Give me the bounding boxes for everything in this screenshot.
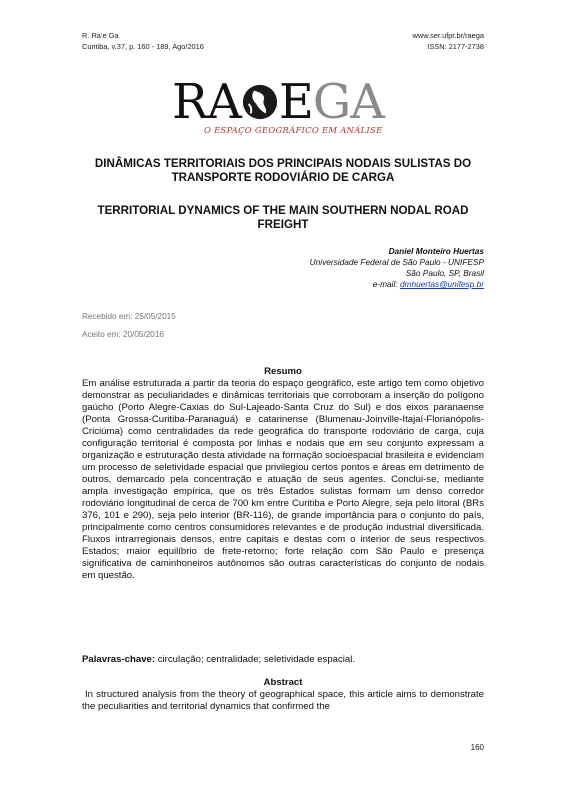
header-right	[413, 30, 484, 52]
logo-text-right: GA	[312, 74, 384, 130]
email-label: e-mail:	[372, 279, 398, 289]
citation: Curitiba, v.37, p. 160 - 189, Ago/2016	[82, 42, 204, 51]
author-institution: Universidade Federal de São Paulo - UNIFESP	[309, 257, 484, 267]
resumo-heading: Resumo	[264, 366, 302, 377]
logo-text-left: RA	[172, 74, 241, 130]
keywords	[82, 654, 484, 666]
journal-logo	[172, 74, 400, 140]
email-link[interactable]: dmhuertas@unifesp.br	[399, 279, 484, 289]
title-portuguese: DINÂMICAS TERRITORIAIS DOS PRINCIPAIS NODAIS SULISTAS DO TRANSPORTE RODOVIÁRIO DE CARGA	[94, 157, 472, 184]
abstract-heading: Abstract	[263, 677, 303, 688]
author-email-line	[373, 279, 484, 290]
logo-subtitle: O ESPAÇO GEOGRÁFICO EM ANÁLISE	[204, 125, 383, 135]
journal-url: www.ser.ufpr.br/raega	[412, 31, 484, 40]
logo-text-mid: E	[278, 74, 313, 130]
keywords-text: circulação; centralidade; seletividade espacial.	[155, 654, 356, 665]
abstract-text: In structured analysis from the theory of geographical space, this article aims to demonstrate the peculiarities and territorial dynamics that confirmed the	[82, 689, 484, 712]
journal-name: R. Ra’e Ga	[82, 31, 119, 40]
header-left	[82, 30, 204, 52]
issn: ISSN: 2177-2738	[427, 42, 484, 51]
resumo-text: Em análise estruturada a partir da teoria do espaço geográfico, este artigo tem como objetivo demonstrar as peculiaridades e dinâmicas territoriais que corroboram a inserção do polígono gaúcho (Porto Alegre-Caxias do Sul-Lajeado-Santa Cruz do Sul) e dos eixos paranaense (Ponta Grossa-Curitiba-Paranaguá) e catarinense (Blumenau-Joinville-Itajaí-Florianópolis-Criciúma) como centralidades da rede geográfica do transporte rodoviário de carga, cuja configuração territorial é composta por linhas e nodais que em seu conjunto expressam a organização e estruturação desta atividade na formação socioespacial brasileira e evidenciam um processo de seletividade espacial que privilegiou certos pontos e áreas em detrimento de outros, demarcado pela concentração e atuação de seus agentes. Conclui-se, mediante ampla investigação empírica, que os três Estados sulistas formam um denso corredor rodoviário longitudinal de cerca de 700 km entre Curitiba e Porto Alegre, seja pelo litoral (BRs 376, 101 e 290), seja pelo interior (BR-116), de grande importância para o conjunto do país, principalmente como centros consumidores relevantes e de produção industrial diversificada. Fluxos intrarregionais densos, entre capitais e destas com o interior de seus respectivos Estados; maior equilíbrio de frete-retorno; forte relação com São Paulo e presença significativa de caminhoneiros autônomos são outras características do conjunto de nodais em questão.	[82, 378, 484, 581]
received-date: Recebido em: 25/05/2015	[82, 312, 176, 321]
page-number: 160	[470, 743, 484, 752]
accepted-date: Aceito em: 20/05/2016	[82, 330, 164, 339]
author-name: Daniel Monteiro Huertas	[388, 246, 484, 256]
author-location: São Paulo, SP, Brasil	[405, 268, 484, 278]
globe-icon	[241, 83, 279, 121]
title-english: TERRITORIAL DYNAMICS OF THE MAIN SOUTHERN NODAL ROAD FREIGHT	[97, 204, 469, 231]
keywords-label: Palavras-chave:	[82, 654, 156, 665]
